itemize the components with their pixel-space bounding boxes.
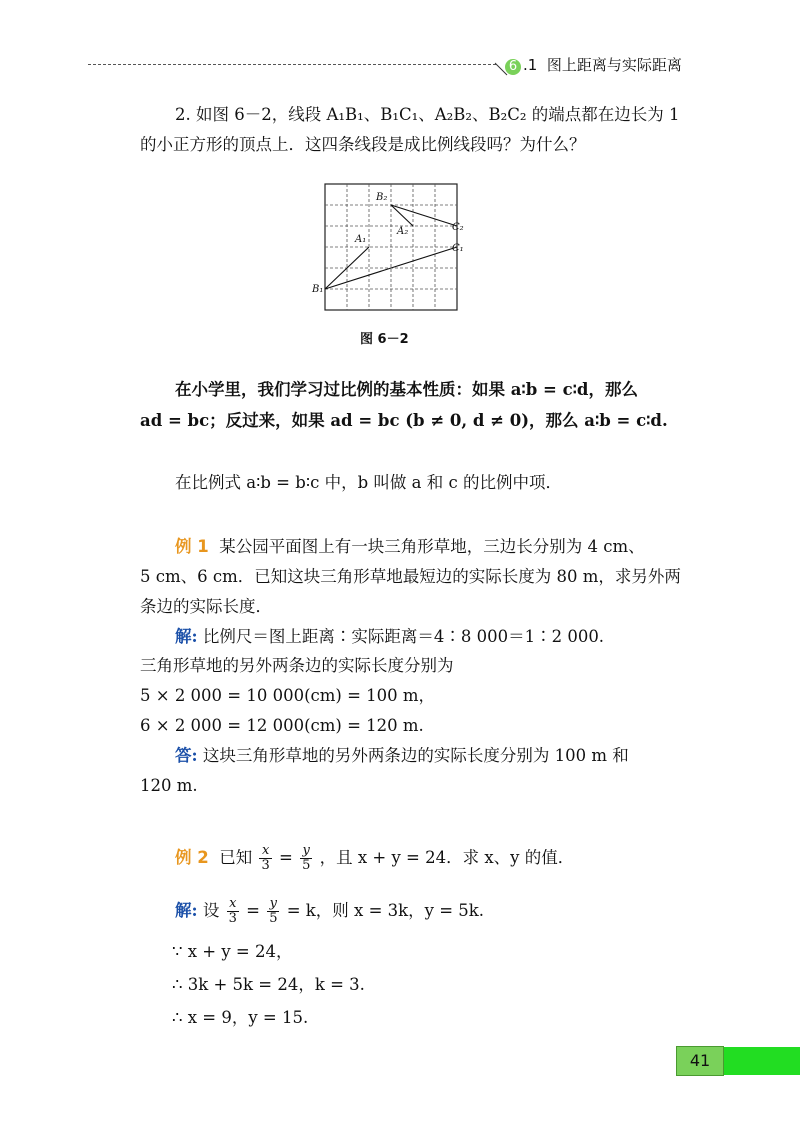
section-header: [505, 54, 682, 75]
example2-sol-frac-x3: [227, 897, 239, 926]
section-number-rest: .1: [523, 56, 538, 74]
example1-line2: 5 cm、6 cm．已知这块三角形草地最短边的实际长度为 80 m，求另外两: [140, 567, 681, 586]
example1-answer-tag: 答:: [175, 746, 198, 765]
example1-line3: 条边的实际长度．: [140, 597, 272, 616]
example1-sol3: 5 × 2 000 = 10 000(cm) = 100 m，: [140, 686, 436, 705]
property-line2: ad = bc；反过来，如果 ad = bc (b ≠ 0, d ≠ 0)，那么 a∶b = c∶d.: [140, 411, 668, 430]
example2-tag: 例 2: [175, 848, 209, 867]
page-number: 41: [676, 1046, 724, 1076]
segment-B2C2: [391, 205, 457, 226]
example1-sol2: 三角形草地的另外两条边的实际长度分别为: [140, 656, 454, 675]
example2-sol-frac-y5: [267, 897, 279, 926]
example2-given-suffix: ，且 x + y = 24．求 x、y 的值．: [319, 848, 575, 867]
frac-num: x: [259, 844, 271, 859]
example2-given-prefix: 已知: [219, 848, 253, 867]
frac-den: 5: [302, 858, 311, 873]
frac-den: 3: [228, 911, 237, 926]
example2-sol-eq: =: [246, 901, 260, 920]
example2-frac-y5: [300, 844, 312, 873]
section-number-badge: 6: [505, 59, 521, 75]
example2-solution-tag: 解:: [175, 901, 198, 920]
frac-den: 5: [269, 911, 278, 926]
example2-eq: =: [279, 848, 293, 867]
label-C2: C₂: [452, 222, 464, 233]
frac-num: y: [267, 897, 279, 912]
section-title: 图上距离与实际距离: [546, 56, 682, 74]
mean-line1: 在比例式 a∶b = b∶c 中，b 叫做 a 和 c 的比例中项．: [175, 473, 562, 492]
example1-ans2: 120 m.: [140, 776, 198, 795]
example1-text1: 某公园平面图上有一块三角形草地，三边长分别为 4 cm、: [219, 537, 645, 556]
exercise2-line2: 的小正方形的顶点上．这四条线段是成比例线段吗？为什么？: [140, 135, 586, 154]
example2-step1: ∵ x + y = 24，: [172, 942, 293, 961]
frac-den: 3: [261, 858, 270, 873]
figure-caption: 图 6－2: [360, 332, 409, 347]
example1-tag: 例 1: [175, 537, 209, 556]
example1-ans1: 这块三角形草地的另外两条边的实际长度分别为 100 m 和: [202, 746, 629, 765]
example1-solution-tag: 解:: [175, 627, 198, 646]
page-number-bar: [724, 1047, 800, 1075]
example2-sol-prefix: 设: [202, 901, 220, 920]
exercise2-line1: 2. 如图 6－2，线段 A₁B₁、B₁C₁、A₂B₂、B₂C₂ 的端点都在边长为 1: [175, 105, 680, 124]
figure-6-2-grid: [312, 180, 462, 320]
example1-sol4: 6 × 2 000 = 12 000(cm) = 120 m.: [140, 716, 424, 735]
label-A2: A₂: [397, 226, 409, 237]
example2-sol-suffix: = k，则 x = 3k，y = 5k.: [286, 901, 485, 920]
label-B2: B₂: [376, 192, 388, 203]
example2-step2: ∴ 3k + 5k = 24，k = 3.: [172, 975, 365, 994]
label-C1: C₁: [452, 243, 464, 254]
property-line1: 在小学里，我们学习过比例的基本性质：如果 a∶b = c∶d，那么: [175, 380, 638, 399]
example1-solution-line1: [175, 622, 604, 652]
label-A1: A₁: [355, 234, 367, 245]
example2-frac-x3: [259, 844, 271, 873]
example1-sol1: 比例尺＝图上距离∶实际距离＝4∶8 000＝1∶2 000.: [202, 627, 605, 646]
grid-lines: [325, 184, 457, 310]
example2-step3: ∴ x = 9，y = 15.: [172, 1008, 309, 1027]
frac-num: x: [227, 897, 239, 912]
frac-num: y: [300, 844, 312, 859]
example2-line1: [175, 840, 574, 876]
example1-answer-line1: [175, 741, 629, 771]
example1-line1: [175, 532, 645, 562]
header-dashed-rule: [88, 64, 496, 65]
example2-solution-line: [175, 893, 484, 929]
label-B1: B₁: [312, 284, 324, 295]
